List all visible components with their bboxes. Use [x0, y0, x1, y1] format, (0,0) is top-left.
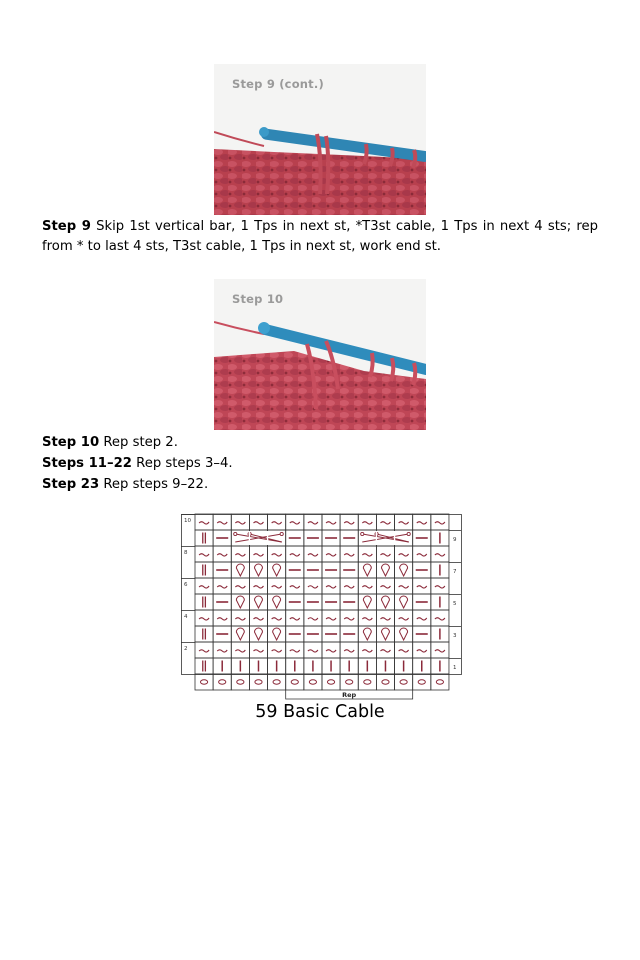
return-pass-icon — [253, 586, 263, 588]
return-pass-icon — [290, 586, 300, 588]
step-9-text-line1: Skip 1st vertical bar, 1 Tps in next st, *T3st cable, 1 Tps in next 4 sts; rep — [96, 219, 598, 234]
return-pass-icon — [380, 618, 390, 620]
return-pass-icon — [235, 618, 245, 620]
photo-caption: Step 10 — [232, 292, 284, 306]
return-pass-icon — [217, 618, 227, 620]
chain-icon — [346, 680, 353, 684]
chain-icon — [237, 680, 244, 684]
return-pass-icon — [253, 522, 263, 524]
teardrop-stitch-icon — [273, 564, 281, 576]
teardrop-stitch-icon — [273, 596, 281, 608]
chain-icon — [255, 680, 262, 684]
step-9-instructions — [42, 217, 598, 257]
stitch-chart-grid — [181, 514, 463, 706]
step-text: Rep step 2. — [103, 435, 178, 450]
return-pass-icon — [435, 522, 445, 524]
return-pass-icon — [344, 586, 354, 588]
return-pass-icon — [417, 522, 427, 524]
return-pass-icon — [199, 618, 209, 620]
chart-row-5 — [195, 594, 449, 610]
cable-icon — [361, 532, 411, 542]
chart-row-1 — [195, 658, 449, 674]
return-pass-icon — [199, 650, 209, 652]
chart-row-0 — [195, 674, 449, 690]
return-pass-icon — [326, 618, 336, 620]
return-pass-icon — [217, 554, 227, 556]
teardrop-stitch-icon — [400, 564, 408, 576]
return-pass-icon — [272, 522, 282, 524]
chain-icon — [364, 680, 371, 684]
chart-row-3 — [195, 626, 449, 642]
teardrop-stitch-icon — [400, 628, 408, 640]
chain-icon — [436, 680, 443, 684]
teardrop-stitch-icon — [381, 628, 389, 640]
return-pass-icon — [308, 586, 318, 588]
return-pass-icon — [235, 522, 245, 524]
teardrop-stitch-icon — [236, 628, 244, 640]
return-pass-icon — [326, 554, 336, 556]
chart-row-2 — [195, 642, 449, 658]
chain-icon — [309, 680, 316, 684]
return-pass-icon — [362, 554, 372, 556]
return-pass-icon — [217, 650, 227, 652]
teardrop-stitch-icon — [254, 628, 262, 640]
return-pass-icon — [344, 618, 354, 620]
step-text: Rep steps 9–22. — [103, 477, 209, 492]
return-pass-icon — [290, 522, 300, 524]
return-pass-icon — [199, 586, 209, 588]
steps-11-22-line — [42, 453, 233, 474]
teardrop-stitch-icon — [254, 564, 262, 576]
return-pass-icon — [435, 618, 445, 620]
row-label-left: 2 — [184, 646, 188, 652]
return-pass-icon — [235, 554, 245, 556]
chain-icon — [291, 680, 298, 684]
return-pass-icon — [199, 554, 209, 556]
return-pass-icon — [417, 586, 427, 588]
step-label: Step 10 — [42, 435, 100, 450]
rep-label: Rep — [342, 691, 357, 699]
chain-icon — [219, 680, 226, 684]
teardrop-stitch-icon — [381, 596, 389, 608]
return-pass-icon — [435, 650, 445, 652]
return-pass-icon — [199, 522, 209, 524]
chain-icon — [327, 680, 334, 684]
step-10-line — [42, 432, 233, 453]
teardrop-stitch-icon — [254, 596, 262, 608]
return-pass-icon — [362, 586, 372, 588]
step-9-photo — [214, 64, 426, 215]
return-pass-icon — [399, 554, 409, 556]
return-pass-icon — [362, 618, 372, 620]
return-pass-icon — [362, 650, 372, 652]
step-10-photo — [214, 279, 426, 430]
return-pass-icon — [235, 650, 245, 652]
steps-list — [42, 432, 233, 495]
chart-row-9 — [195, 530, 449, 546]
return-pass-icon — [344, 554, 354, 556]
return-pass-icon — [417, 554, 427, 556]
return-pass-icon — [272, 554, 282, 556]
chain-icon — [273, 680, 280, 684]
return-pass-icon — [272, 618, 282, 620]
row-label-left: 6 — [184, 582, 188, 588]
chart-title: 59 Basic Cable — [255, 702, 385, 722]
return-pass-icon — [217, 522, 227, 524]
chain-icon — [418, 680, 425, 684]
return-pass-icon — [217, 586, 227, 588]
return-pass-icon — [399, 586, 409, 588]
teardrop-stitch-icon — [236, 564, 244, 576]
return-pass-icon — [308, 522, 318, 524]
chain-icon — [200, 680, 207, 684]
step-label: Step 23 — [42, 477, 100, 492]
return-pass-icon — [326, 522, 336, 524]
return-pass-icon — [399, 650, 409, 652]
return-pass-icon — [308, 554, 318, 556]
teardrop-stitch-icon — [363, 564, 371, 576]
rep-bracket — [286, 690, 413, 699]
return-pass-icon — [380, 650, 390, 652]
teardrop-stitch-icon — [273, 628, 281, 640]
return-pass-icon — [399, 522, 409, 524]
return-pass-icon — [380, 586, 390, 588]
return-pass-icon — [435, 554, 445, 556]
return-pass-icon — [308, 650, 318, 652]
return-pass-icon — [435, 586, 445, 588]
step-label: Steps 11–22 — [42, 456, 132, 471]
return-pass-icon — [308, 618, 318, 620]
return-pass-icon — [253, 650, 263, 652]
return-pass-icon — [272, 586, 282, 588]
teardrop-stitch-icon — [363, 628, 371, 640]
return-pass-icon — [362, 522, 372, 524]
cable-icon — [234, 532, 284, 542]
return-pass-icon — [253, 618, 263, 620]
chart-row-6 — [195, 578, 449, 594]
return-pass-icon — [417, 618, 427, 620]
return-pass-icon — [399, 618, 409, 620]
row-label-right: 5 — [452, 601, 457, 607]
return-pass-icon — [380, 522, 390, 524]
step-text: Rep steps 3–4. — [136, 456, 233, 471]
step-23-line — [42, 474, 233, 495]
row-label-right: 3 — [452, 633, 457, 639]
chart-row-10 — [195, 514, 449, 530]
photo-caption: Step 9 (cont.) — [232, 77, 324, 91]
teardrop-stitch-icon — [400, 596, 408, 608]
step-9-text-line2: from * to last 4 sts, T3st cable, 1 Tps in next st, work end st. — [42, 239, 441, 254]
chart-row-8 — [195, 546, 449, 562]
return-pass-icon — [290, 554, 300, 556]
row-label-left: 4 — [184, 614, 188, 620]
teardrop-stitch-icon — [236, 596, 244, 608]
teardrop-stitch-icon — [381, 564, 389, 576]
return-pass-icon — [326, 650, 336, 652]
chain-icon — [382, 680, 389, 684]
row-label-right: 1 — [452, 665, 457, 671]
return-pass-icon — [344, 650, 354, 652]
return-pass-icon — [326, 586, 336, 588]
chain-icon — [400, 680, 407, 684]
stitch-chart — [181, 514, 463, 704]
teardrop-stitch-icon — [363, 596, 371, 608]
chart-row-4 — [195, 610, 449, 626]
return-pass-icon — [290, 618, 300, 620]
return-pass-icon — [290, 650, 300, 652]
return-pass-icon — [380, 554, 390, 556]
row-label-right: 9 — [452, 537, 457, 543]
step-9-label: Step 9 — [42, 219, 91, 234]
row-label-left: 8 — [184, 550, 188, 556]
row-label-right: 7 — [452, 569, 457, 575]
return-pass-icon — [235, 586, 245, 588]
return-pass-icon — [344, 522, 354, 524]
return-pass-icon — [417, 650, 427, 652]
row-label-left: 10 — [184, 518, 191, 524]
return-pass-icon — [253, 554, 263, 556]
return-pass-icon — [272, 650, 282, 652]
chart-row-7 — [195, 562, 449, 578]
